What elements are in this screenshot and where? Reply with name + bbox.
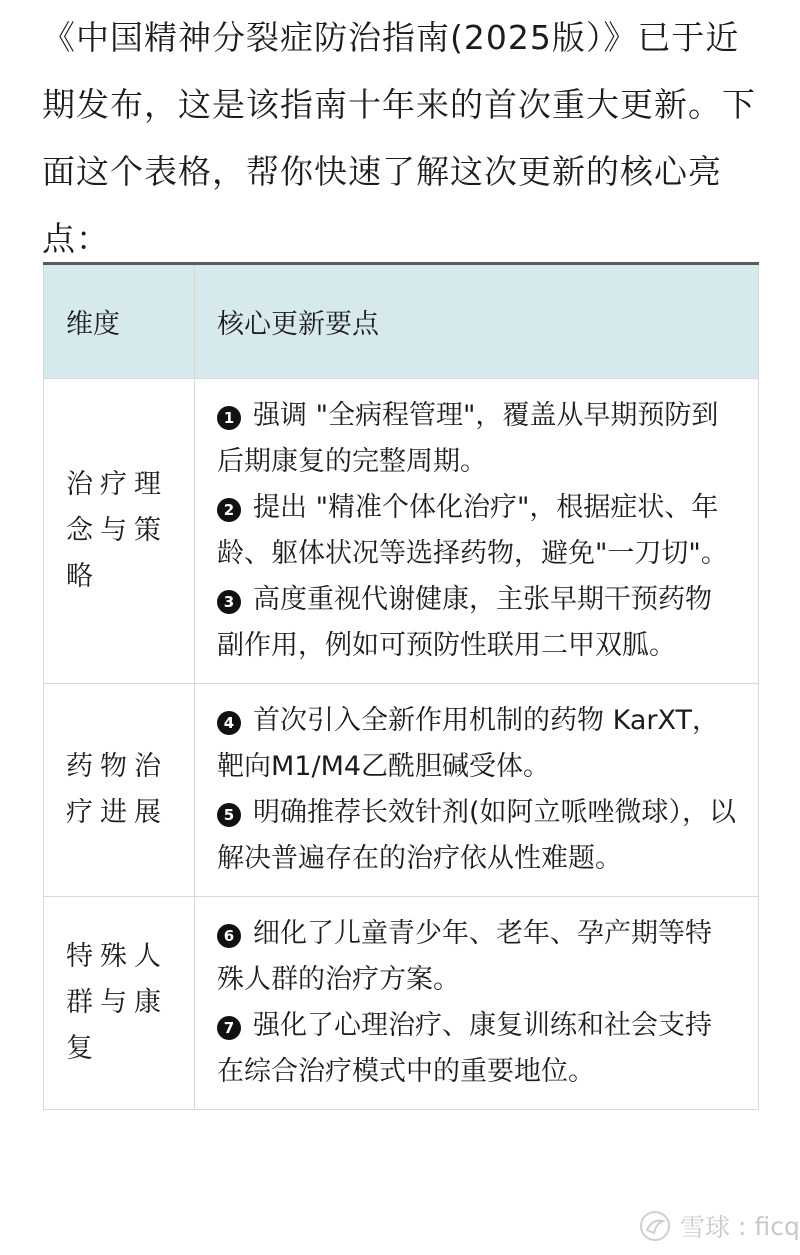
number-badge-icon: 2: [217, 498, 241, 522]
point-item: [217, 393, 738, 485]
points-cell: [195, 379, 759, 684]
point-text: 明确推荐长效针剂(如阿立哌唑微球），以解决普遍存在的治疗依从性难题。: [217, 797, 737, 874]
watermark: [638, 1208, 800, 1244]
table-row: [44, 379, 759, 684]
table-row: [44, 684, 759, 897]
number-badge-icon: 4: [217, 711, 241, 735]
table-header-row: [44, 264, 759, 379]
point-text: 强化了心理治疗、康复训练和社会支持在综合治疗模式中的重要地位。: [217, 1010, 712, 1087]
point-item: [217, 911, 738, 1003]
point-item: [217, 790, 738, 882]
header-dimension: 维度: [44, 264, 195, 379]
point-text: 高度重视代谢健康，主张早期干预药物副作用，例如可预防性联用二甲双胍。: [217, 584, 712, 661]
watermark-separator: :: [738, 1211, 747, 1241]
header-key-points: 核心更新要点: [195, 264, 759, 379]
number-badge-icon: 3: [217, 590, 241, 614]
point-item: [217, 698, 738, 790]
dimension-cell: 药物治疗进展: [44, 684, 195, 897]
number-badge-icon: 5: [217, 803, 241, 827]
xueqiu-logo-icon: [638, 1209, 672, 1243]
dimension-cell: 特殊人群与康复: [44, 897, 195, 1110]
guideline-highlights-table: [43, 262, 759, 1110]
number-badge-icon: 7: [217, 1016, 241, 1040]
table-row: [44, 897, 759, 1110]
points-cell: [195, 897, 759, 1110]
point-text: 细化了儿童青少年、老年、孕产期等特殊人群的治疗方案。: [217, 918, 712, 995]
watermark-brand: 雪球: [680, 1213, 731, 1242]
point-text: 首次引入全新作用机制的药物 KarXT，靶向M1/M4乙酰胆碱受体。: [217, 705, 719, 782]
points-cell: [195, 684, 759, 897]
intro-paragraph: 《中国精神分裂症防治指南(2025版）》已于近期发布，这是该指南十年来的首次重大更新。下面这个表格，帮你快速了解这次更新的核心亮点：: [42, 18, 756, 258]
point-text: 强调 "全病程管理"，覆盖从早期预防到后期康复的完整周期。: [217, 400, 719, 477]
watermark-author: ficq: [754, 1211, 800, 1241]
point-item: [217, 485, 738, 577]
dimension-cell: 治疗理念与策略: [44, 379, 195, 684]
point-item: [217, 1003, 738, 1095]
number-badge-icon: 1: [217, 406, 241, 430]
number-badge-icon: 6: [217, 924, 241, 948]
point-text: 提出 "精准个体化治疗"，根据症状、年龄、躯体状况等选择药物，避免"一刀切"。: [217, 492, 728, 569]
point-item: [217, 577, 738, 669]
